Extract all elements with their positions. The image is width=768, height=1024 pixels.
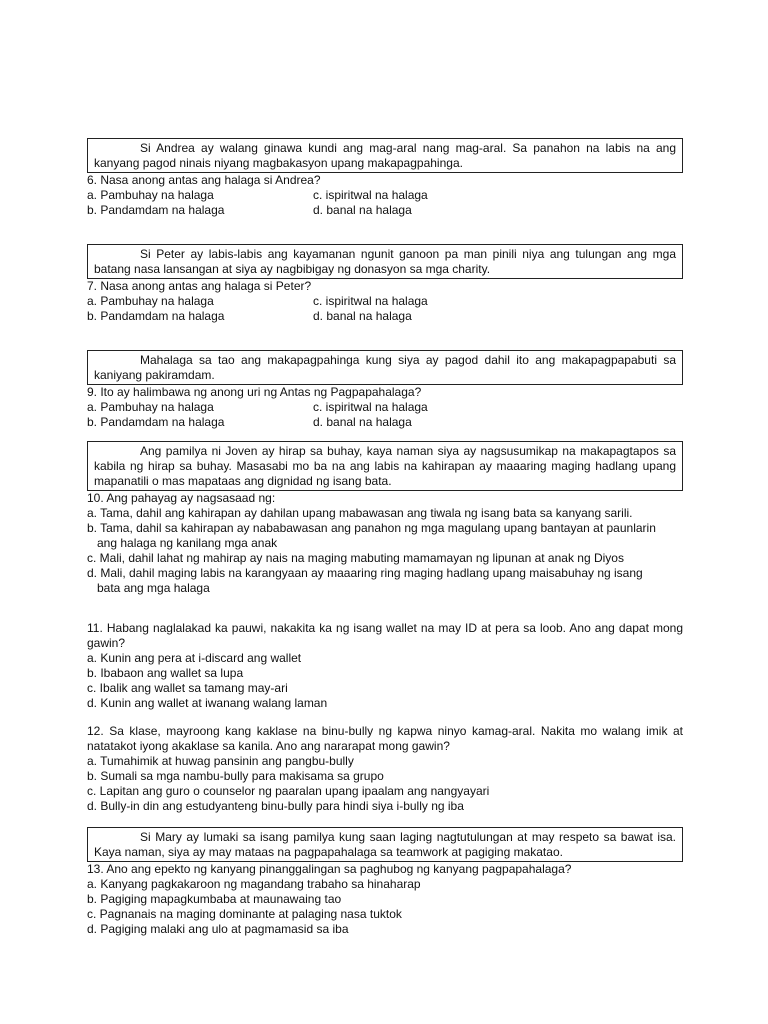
choice-c: c. Pagnanais na maging dominante at palaging nasa tuktok xyxy=(87,907,402,921)
choice-a: a. Kunin ang pera at i-discard ang wallet xyxy=(87,651,302,665)
question-12-block xyxy=(87,724,683,814)
choice-b: b. Pagiging mapagkumbaba at maunawaing tao xyxy=(87,892,342,906)
passage-text: Si Andrea ay walang ginawa kundi ang mag-aral nang mag-aral. Sa panahon na labis na ang kanyang pagod ninais niyang magbakasyon upang makapagpahinga. xyxy=(94,141,676,170)
choice-c: c. ispiritwal na halaga xyxy=(313,294,428,308)
passage-text: Si Mary ay lumaki sa isang pamilya kung saan laging nagtutulungan at may respeto sa bawat isa. Kaya naman, siya ay may mataas na pagpapahalaga sa teamwork at pagiging makatao. xyxy=(94,830,676,859)
choice-row xyxy=(87,309,683,324)
choice-b: b. Pandamdam na halaga xyxy=(87,203,225,217)
choice-d: d. Mali, dahil maging labis na karangyaan ay maaaring ring maging hadlang upang maisabuhay ng isang xyxy=(87,566,643,580)
choice-c: c. ispiritwal na halaga xyxy=(313,400,428,414)
choice-c: c. ispiritwal na halaga xyxy=(313,188,428,202)
choice-c: c. Ibalik ang wallet sa tamang may-ari xyxy=(87,681,288,695)
choice-c: c. Mali, dahil lahat ng mahirap ay nais na maging mabuting mamamayan ng lipunan at anak ng Diyos xyxy=(87,551,624,565)
choice-a: a. Tumahimik at huwag pansinin ang pangbu-bully xyxy=(87,754,354,768)
question-6-block xyxy=(87,138,683,218)
choice-d: d. banal na halaga xyxy=(313,203,412,217)
choice-b: b. Pandamdam na halaga xyxy=(87,415,225,429)
choice-d: d. Kunin ang wallet at iwanang walang laman xyxy=(87,696,328,710)
choice-a: a. Pambuhay na halaga xyxy=(87,294,214,308)
choice-d-continued: bata ang mga halaga xyxy=(97,581,210,595)
passage-box xyxy=(87,827,683,862)
passage-box xyxy=(87,138,683,173)
question-text: 12. Sa klase, mayroong kang kaklase na binu-bully ng kapwa ninyo kamag-aral. Nakita mo walang imik at natatakot iyong akaklase sa kanila. Ano ang nararapat mong gawin? xyxy=(87,724,683,753)
passage-text: Ang pamilya ni Joven ay hirap sa buhay, kaya naman siya ay nagsusumikap na makapagtapos sa kabila ng hirap sa buhay. Masasabi mo ba na ang labis na kahirapan ay maaaring maging hadlang upang mapanatili o mas mapataas ang dignidad ng isang bata. xyxy=(94,444,676,488)
choice-b: b. Pandamdam na halaga xyxy=(87,309,225,323)
passage-box xyxy=(87,244,683,279)
choice-b: b. Ibabaon ang wallet sa lupa xyxy=(87,666,244,680)
choice-row xyxy=(87,294,683,309)
choice-row xyxy=(87,415,683,430)
question-9-block xyxy=(87,350,683,430)
choice-d: d. Bully-in din ang estudyanteng binu-bully para hindi siya i-bully ng iba xyxy=(87,799,464,813)
choice-row xyxy=(87,188,683,203)
question-text: 10. Ang pahayag ay nagsasaad ng: xyxy=(87,491,276,505)
choice-row xyxy=(87,400,683,415)
choice-b: b. Sumali sa mga nambu-bully para makisama sa grupo xyxy=(87,769,384,783)
question-11-block xyxy=(87,621,683,711)
passage-box xyxy=(87,441,683,491)
question-7-block xyxy=(87,244,683,324)
choice-a: a. Pambuhay na halaga xyxy=(87,188,214,202)
question-text: 7. Nasa anong antas ang halaga si Peter? xyxy=(87,279,312,293)
choice-a: a. Tama, dahil ang kahirapan ay dahilan upang mabawasan ang tiwala ng isang bata sa kanyang sarili. xyxy=(87,506,633,520)
choice-d: d. banal na halaga xyxy=(313,415,412,429)
choice-d: d. banal na halaga xyxy=(313,309,412,323)
passage-box xyxy=(87,350,683,385)
choice-row xyxy=(87,203,683,218)
question-text: 13. Ano ang epekto ng kanyang pinanggalingan sa paghubog ng kanyang pagpapahalaga? xyxy=(87,862,572,876)
question-10-block xyxy=(87,441,683,596)
choice-c: c. Lapitan ang guro o counselor ng paaralan upang ipaalam ang nangyayari xyxy=(87,784,490,798)
question-text: 6. Nasa anong antas ang halaga si Andrea? xyxy=(87,173,321,187)
question-13-block xyxy=(87,827,683,937)
choice-a: a. Kanyang pagkakaroon ng magandang trabaho sa hinaharap xyxy=(87,877,421,891)
choice-b: b. Tama, dahil sa kahirapan ay nababawasan ang panahon ng mga magulang upang bantayan at paunlarin xyxy=(87,521,656,535)
choice-a: a. Pambuhay na halaga xyxy=(87,400,214,414)
choice-b-continued: ang halaga ng kanilang mga anak xyxy=(97,536,278,550)
passage-text: Si Peter ay labis-labis ang kayamanan ngunit ganoon pa man pinili niya ang tulungan ang mga batang nasa lansangan at siya ay nagbibigay ng donasyon sa mga charity. xyxy=(94,247,676,276)
choice-d: d. Pagiging malaki ang ulo at pagmamasid sa iba xyxy=(87,922,349,936)
passage-text: Mahalaga sa tao ang makapagpahinga kung siya ay pagod dahil ito ang makapagpapabuti sa kaniyang pakiramdam. xyxy=(94,353,676,382)
question-text: 11. Habang naglalakad ka pauwi, nakakita ka ng isang wallet na may ID at pera sa loob. Ano ang dapat mong gawin? xyxy=(87,621,683,650)
question-text: 9. Ito ay halimbawa ng anong uri ng Antas ng Pagpapahalaga? xyxy=(87,385,422,399)
